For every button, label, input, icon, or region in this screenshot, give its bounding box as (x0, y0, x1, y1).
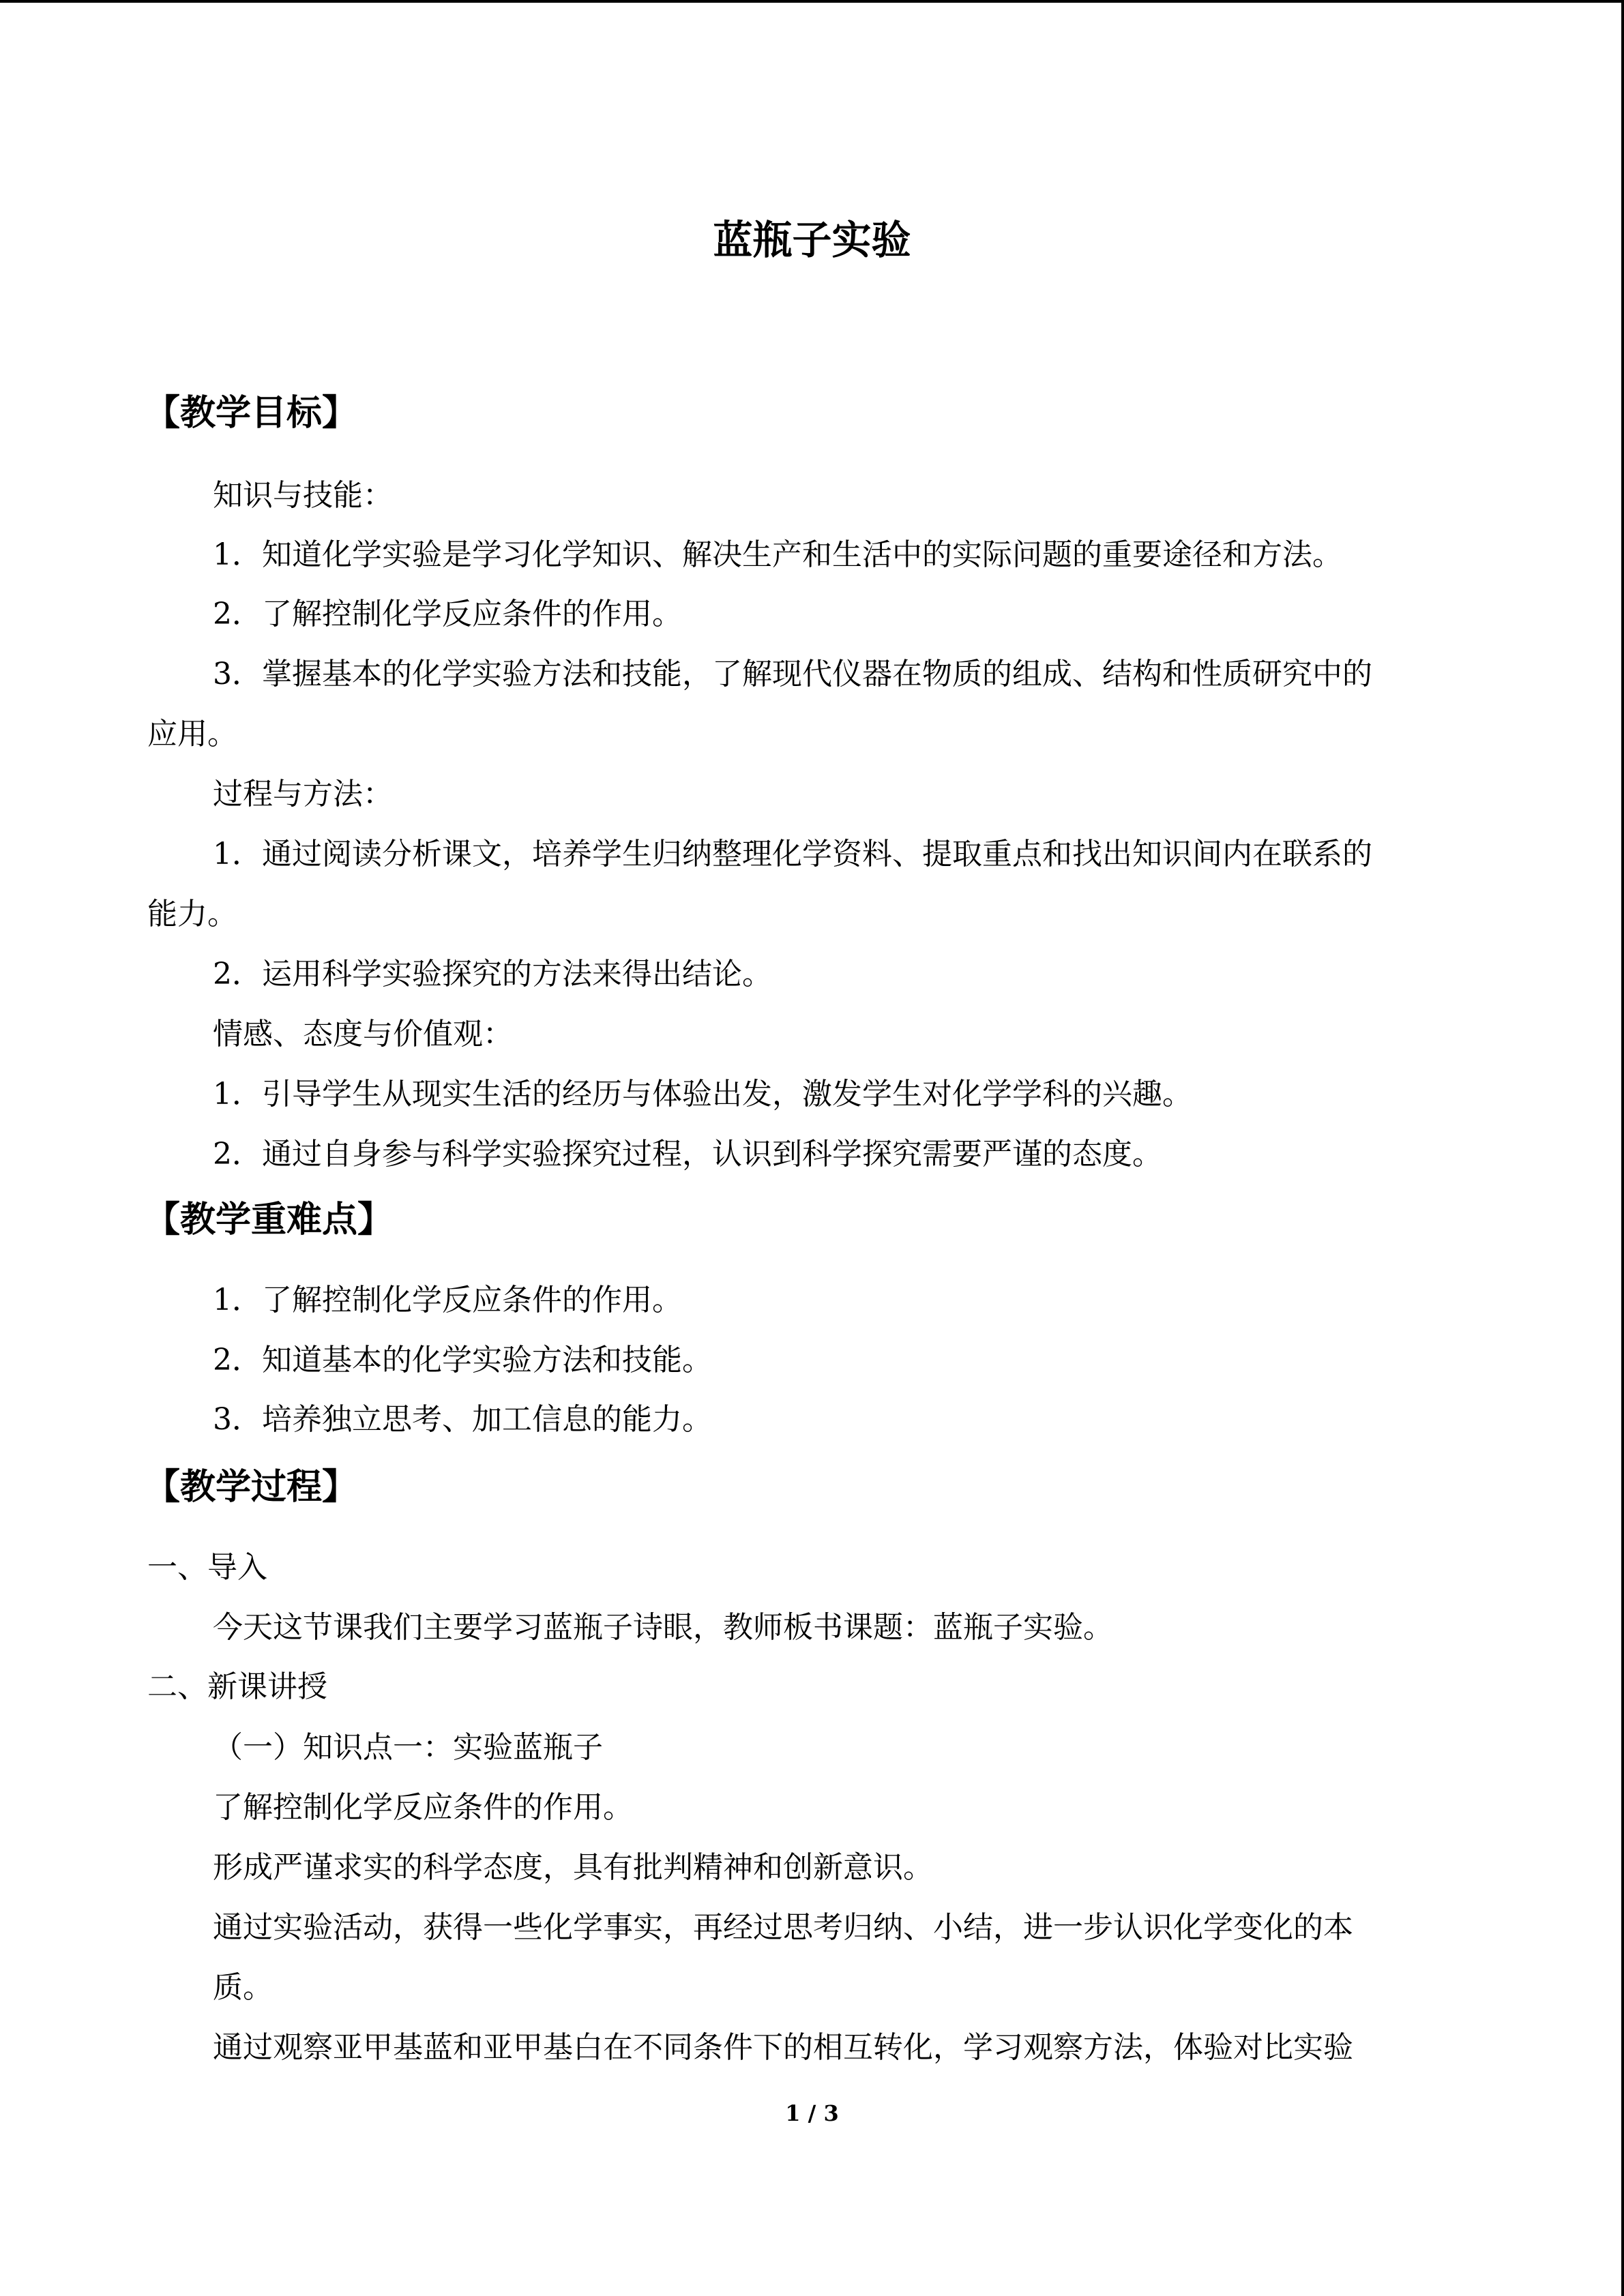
knowledge-point-1-line-4: 通过观察亚甲基蓝和亚甲基白在不同条件下的相互转化，学习观察方法，体验对比实验 (213, 2030, 1353, 2065)
knowledge-item-2: 2．了解控制化学反应条件的作用。 (213, 597, 682, 631)
section-heading-key-points: 【教学重难点】 (145, 1199, 394, 1240)
knowledge-item-3: 3．掌握基本的化学实验方法和技能，了解现代仪器在物质的组成、结构和性质研究中的 (213, 657, 1372, 691)
key-point-3: 3．培养独立思考、加工信息的能力。 (213, 1402, 712, 1437)
page-border-top (0, 0, 1624, 3)
process-label: 过程与方法： (213, 777, 393, 811)
emotion-item-1: 1．引导学生从现实生活的经历与体验出发，激发学生对化学学科的兴趣。 (213, 1077, 1192, 1112)
knowledge-point-1-line-3-cont: 质。 (213, 1970, 273, 2005)
key-point-1: 1．了解控制化学反应条件的作用。 (213, 1283, 682, 1317)
knowledge-point-1-line-2: 形成严谨求实的科学态度，具有批判精神和创新意识。 (213, 1850, 933, 1885)
process-item-2: 2．运用科学实验探究的方法来得出结论。 (213, 957, 772, 992)
section-heading-process: 【教学过程】 (145, 1466, 358, 1508)
knowledge-point-1-line-3: 通过实验活动，获得一些化学事实，再经过思考归纳、小结，进一步认识化学变化的本 (213, 1910, 1353, 1945)
page-number: 1 / 3 (785, 2100, 839, 2126)
knowledge-label: 知识与技能： (213, 478, 393, 513)
emotion-item-2: 2．通过自身参与科学实验探究过程，认识到科学探究需要严谨的态度。 (213, 1137, 1162, 1172)
emotion-label: 情感、态度与价值观： (213, 1017, 513, 1052)
key-point-2: 2．知道基本的化学实验方法和技能。 (213, 1343, 712, 1377)
intro-label: 一、导入 (147, 1550, 267, 1585)
document-title: 蓝瓶子实验 (713, 217, 911, 263)
process-item-1-cont: 能力。 (147, 897, 237, 931)
intro-text: 今天这节课我们主要学习蓝瓶子诗眼，教师板书课题：蓝瓶子实验。 (213, 1610, 1113, 1645)
section-heading-goals: 【教学目标】 (145, 392, 358, 434)
new-lesson-label: 二、新课讲授 (147, 1669, 327, 1704)
knowledge-item-3-cont: 应用。 (147, 717, 237, 751)
process-item-1: 1．通过阅读分析课文，培养学生归纳整理化学资料、提取重点和找出知识间内在联系的 (213, 837, 1372, 871)
page-border-right (1621, 0, 1624, 2296)
knowledge-point-1-line-1: 了解控制化学反应条件的作用。 (213, 1790, 633, 1825)
knowledge-item-1: 1．知道化学实验是学习化学知识、解决生产和生活中的实际问题的重要途径和方法。 (213, 537, 1342, 572)
knowledge-point-1-label: （一）知识点一：实验蓝瓶子 (213, 1730, 603, 1765)
